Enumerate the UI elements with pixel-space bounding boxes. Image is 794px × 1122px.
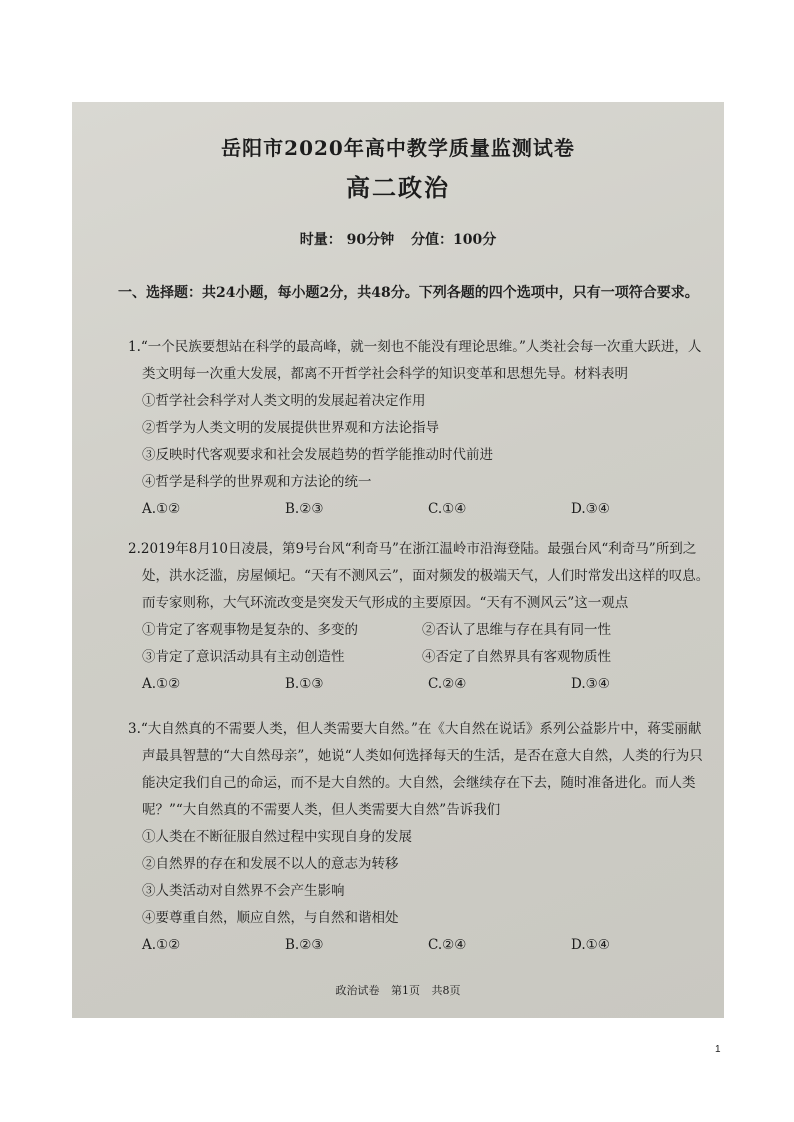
statement-row [128,644,714,671]
statement: ④哲学是科学的世界观和方法论的统一 [142,474,372,490]
choice-b: B.②③ [285,937,324,953]
footer-total: 共8页 [431,984,461,997]
statement: ①肯定了客观事物是复杂的、多变的 [142,622,358,638]
question-3 [128,716,714,959]
question-stem: 2.2019年8月10日凌晨，第9号台风“利奇马”在浙江温岭市沿海登陆。最强台风“利奇马”所到之处，洪水泛滥，房屋倾圮。“天有不测风云”，面对频发的极端天气，人们时常发出这样的叹息。而专家则称，大气环流改变是突发天气形成的主要原因。“天有不测风云”这一观点 [128,541,710,611]
statement: ③反映时代客观要求和社会发展趋势的哲学能推动时代前进 [142,447,493,463]
choice-a: A.①② [142,676,181,692]
statement-row [128,617,714,644]
choice-d: D.①④ [571,937,610,953]
answer-choices [128,671,714,698]
choice-c: C.①④ [428,501,467,517]
statement: ②自然界的存在和发展不以人的意志为转移 [142,856,399,872]
answer-choices [128,932,714,959]
statement: ①人类在不断征服自然过程中实现自身的发展 [142,829,412,845]
exam-time-score [72,229,724,249]
page-number: 1 [715,1044,721,1055]
choice-b: B.①③ [285,676,324,692]
footer-page: 第1页 [391,984,420,997]
choice-c: C.②④ [428,676,467,692]
section-heading: 一、选择题：共24小题，每小题2分，共48分。下列各题的四个选项中，只有一项符合要求。 [118,285,699,301]
answer-choices [128,496,714,523]
exam-photo [72,102,724,1018]
statement: ④否定了自然界具有客观物质性 [422,649,611,665]
statement: ③肯定了意识活动具有主动创造性 [142,649,345,665]
question-1 [128,334,714,523]
exam-score: 分值：100分 [411,232,497,248]
statement: ③人类活动对自然界不会产生影响 [142,883,345,899]
question-stem: 1.“一个民族要想站在科学的最高峰，就一刻也不能没有理论思维。”人类社会每一次重大跃进，人类文明每一次重大发展，都离不开哲学社会科学的知识变革和思想先导。材料表明 [128,339,702,382]
page-footer [72,982,724,998]
statement: ②否认了思维与存在具有同一性 [422,622,611,638]
choice-c: C.②④ [428,937,467,953]
exam-title: 岳阳市2020年高中教学质量监测试卷 [221,136,575,160]
question-stem: 3.“大自然真的不需要人类，但人类需要大自然。”在《大自然在说话》系列公益影片中，蒋雯丽献声最具智慧的“大自然母亲”，她说“人类如何选择每天的生活，是否在意大自然，人类的行为只能决定我们自己的命运，而不是大自然的。大自然，会继续存在下去，随时准备进化。而人类呢？”“大自然真的不需要人类，但人类需要大自然”告诉我们 [128,721,703,818]
choice-d: D.③④ [571,501,610,517]
question-2 [128,536,714,698]
exam-time: 时量： 90分钟 [299,232,395,248]
statement: ①哲学社会科学对人类文明的发展起着决定作用 [142,393,426,409]
choice-a: A.①② [142,937,181,953]
choice-d: D.③④ [571,676,610,692]
statement: ④要尊重自然，顺应自然，与自然和谐相处 [142,910,399,926]
exam-subject: 高二政治 [346,173,450,202]
choice-b: B.②③ [285,501,324,517]
statement: ②哲学为人类文明的发展提供世界观和方法论指导 [142,420,439,436]
choice-a: A.①② [142,501,181,517]
footer-exam: 政治试卷 [335,984,380,997]
